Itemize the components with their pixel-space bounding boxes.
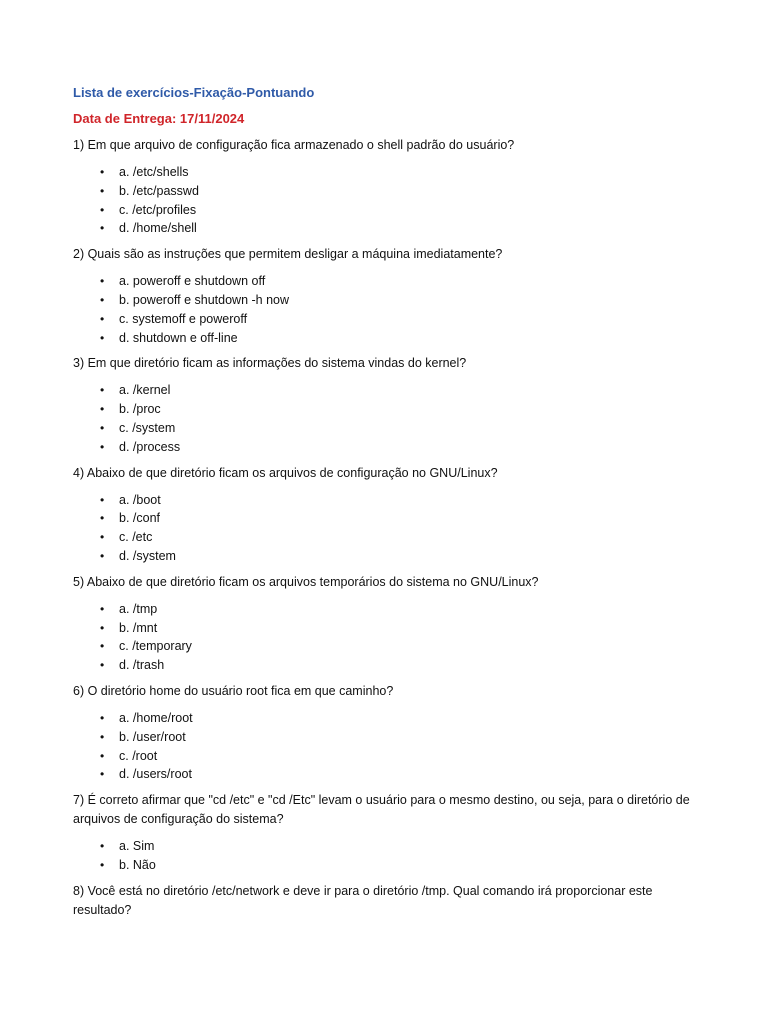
question-2 xyxy=(73,245,713,347)
options-list xyxy=(73,600,713,675)
question-6 xyxy=(73,682,713,784)
option-item xyxy=(73,528,713,547)
bullet-icon: • xyxy=(100,748,105,763)
question-text: 8) Você está no diretório /etc/network e deve ir para o diretório /tmp. Qual comando irá proporcionar este resultado? xyxy=(73,883,653,917)
bullet-icon: • xyxy=(100,183,105,198)
option-label: b. /etc/passwd xyxy=(119,183,199,198)
option-label: d. /trash xyxy=(119,658,165,673)
bullet-icon: • xyxy=(100,492,105,507)
bullet-icon: • xyxy=(100,767,105,782)
bullet-icon: • xyxy=(100,420,105,435)
bullet-icon: • xyxy=(100,221,105,236)
option-item xyxy=(73,837,713,856)
option-item xyxy=(73,400,713,419)
option-label: a. /etc/shells xyxy=(119,165,189,179)
option-label: b. poweroff e shutdown -h now xyxy=(119,292,290,307)
option-item xyxy=(73,272,713,291)
bullet-icon: • xyxy=(100,202,105,217)
option-label: c. /etc xyxy=(119,530,153,545)
question-text: 2) Quais são as instruções que permitem desligar a máquina imediatamente? xyxy=(73,247,503,262)
option-label: c. systemoff e poweroff xyxy=(119,311,248,326)
option-item xyxy=(73,747,713,766)
bullet-icon: • xyxy=(100,383,105,398)
bullet-icon: • xyxy=(100,710,105,725)
option-label: d. shutdown e off-line xyxy=(119,330,238,345)
option-item xyxy=(73,438,713,457)
option-label: a. /kernel xyxy=(119,383,171,398)
options-list xyxy=(73,272,713,347)
question-5 xyxy=(73,573,713,675)
option-item xyxy=(73,201,713,220)
document-page xyxy=(73,84,713,928)
option-label: c. /temporary xyxy=(119,639,192,654)
option-item xyxy=(73,219,713,238)
options-list xyxy=(73,381,713,456)
option-label: d. /users/root xyxy=(119,767,192,782)
due-date: Data de Entrega: 17/11/2024 xyxy=(73,111,245,126)
question-text: 1) Em que arquivo de configuração fica armazenado o shell padrão do usuário? xyxy=(73,138,515,152)
option-label: c. /system xyxy=(119,420,176,435)
option-label: b. Não xyxy=(119,857,156,872)
option-item xyxy=(73,709,713,728)
option-item xyxy=(73,491,713,510)
question-1 xyxy=(73,136,713,238)
bullet-icon: • xyxy=(100,511,105,526)
bullet-icon: • xyxy=(100,439,105,454)
option-item xyxy=(73,728,713,747)
option-label: b. /conf xyxy=(119,511,160,526)
question-7 xyxy=(73,791,713,875)
option-item xyxy=(73,856,713,875)
option-label: a. poweroff e shutdown off xyxy=(119,274,266,289)
question-text: 5) Abaixo de que diretório ficam os arquivos temporários do sistema no GNU/Linux? xyxy=(73,574,539,589)
option-item xyxy=(73,547,713,566)
options-list xyxy=(73,491,713,566)
option-label: c. /etc/profiles xyxy=(119,202,197,217)
question-text: 3) Em que diretório ficam as informações do sistema vindas do kernel? xyxy=(73,356,467,371)
option-item xyxy=(73,291,713,310)
question-3 xyxy=(73,354,713,456)
option-label: a. Sim xyxy=(119,839,155,854)
option-label: d. /system xyxy=(119,548,176,563)
question-8 xyxy=(73,882,713,920)
option-item xyxy=(73,419,713,438)
option-label: b. /mnt xyxy=(119,620,158,635)
option-label: d. /process xyxy=(119,439,181,454)
bullet-icon: • xyxy=(100,601,105,616)
option-item xyxy=(73,600,713,619)
bullet-icon: • xyxy=(100,292,105,307)
option-item xyxy=(73,619,713,638)
option-item xyxy=(73,656,713,675)
option-label: b. /proc xyxy=(119,402,161,417)
option-item xyxy=(73,163,713,182)
option-label: a. /boot xyxy=(119,492,161,507)
options-list xyxy=(73,163,713,238)
bullet-icon: • xyxy=(100,330,105,345)
question-text: 7) É correto afirmar que "cd /etc" e "cd /Etc" levam o usuário para o mesmo destino, ou seja, para o diretório de arquivos de configuração do sistema? xyxy=(73,793,690,827)
question-text: 4) Abaixo de que diretório ficam os arquivos de configuração no GNU/Linux? xyxy=(73,465,498,480)
option-item xyxy=(73,509,713,528)
bullet-icon: • xyxy=(100,857,105,872)
bullet-icon: • xyxy=(100,839,105,854)
option-item xyxy=(73,329,713,348)
bullet-icon: • xyxy=(100,165,105,179)
document-title: Lista de exercícios-Fixação-Pontuando xyxy=(73,85,315,100)
option-item xyxy=(73,182,713,201)
bullet-icon: • xyxy=(100,548,105,563)
option-item xyxy=(73,310,713,329)
bullet-icon: • xyxy=(100,402,105,417)
bullet-icon: • xyxy=(100,639,105,654)
question-text: 6) O diretório home do usuário root fica em que caminho? xyxy=(73,683,394,698)
bullet-icon: • xyxy=(100,620,105,635)
bullet-icon: • xyxy=(100,274,105,289)
option-item xyxy=(73,381,713,400)
option-label: b. /user/root xyxy=(119,729,186,744)
bullet-icon: • xyxy=(100,658,105,673)
option-label: d. /home/shell xyxy=(119,221,197,236)
bullet-icon: • xyxy=(100,530,105,545)
option-item xyxy=(73,765,713,784)
options-list xyxy=(73,709,713,784)
bullet-icon: • xyxy=(100,311,105,326)
option-label: c. /root xyxy=(119,748,158,763)
question-4 xyxy=(73,464,713,566)
option-label: a. /home/root xyxy=(119,710,193,725)
bullet-icon: • xyxy=(100,729,105,744)
options-list xyxy=(73,837,713,875)
option-label: a. /tmp xyxy=(119,601,158,616)
option-item xyxy=(73,637,713,656)
